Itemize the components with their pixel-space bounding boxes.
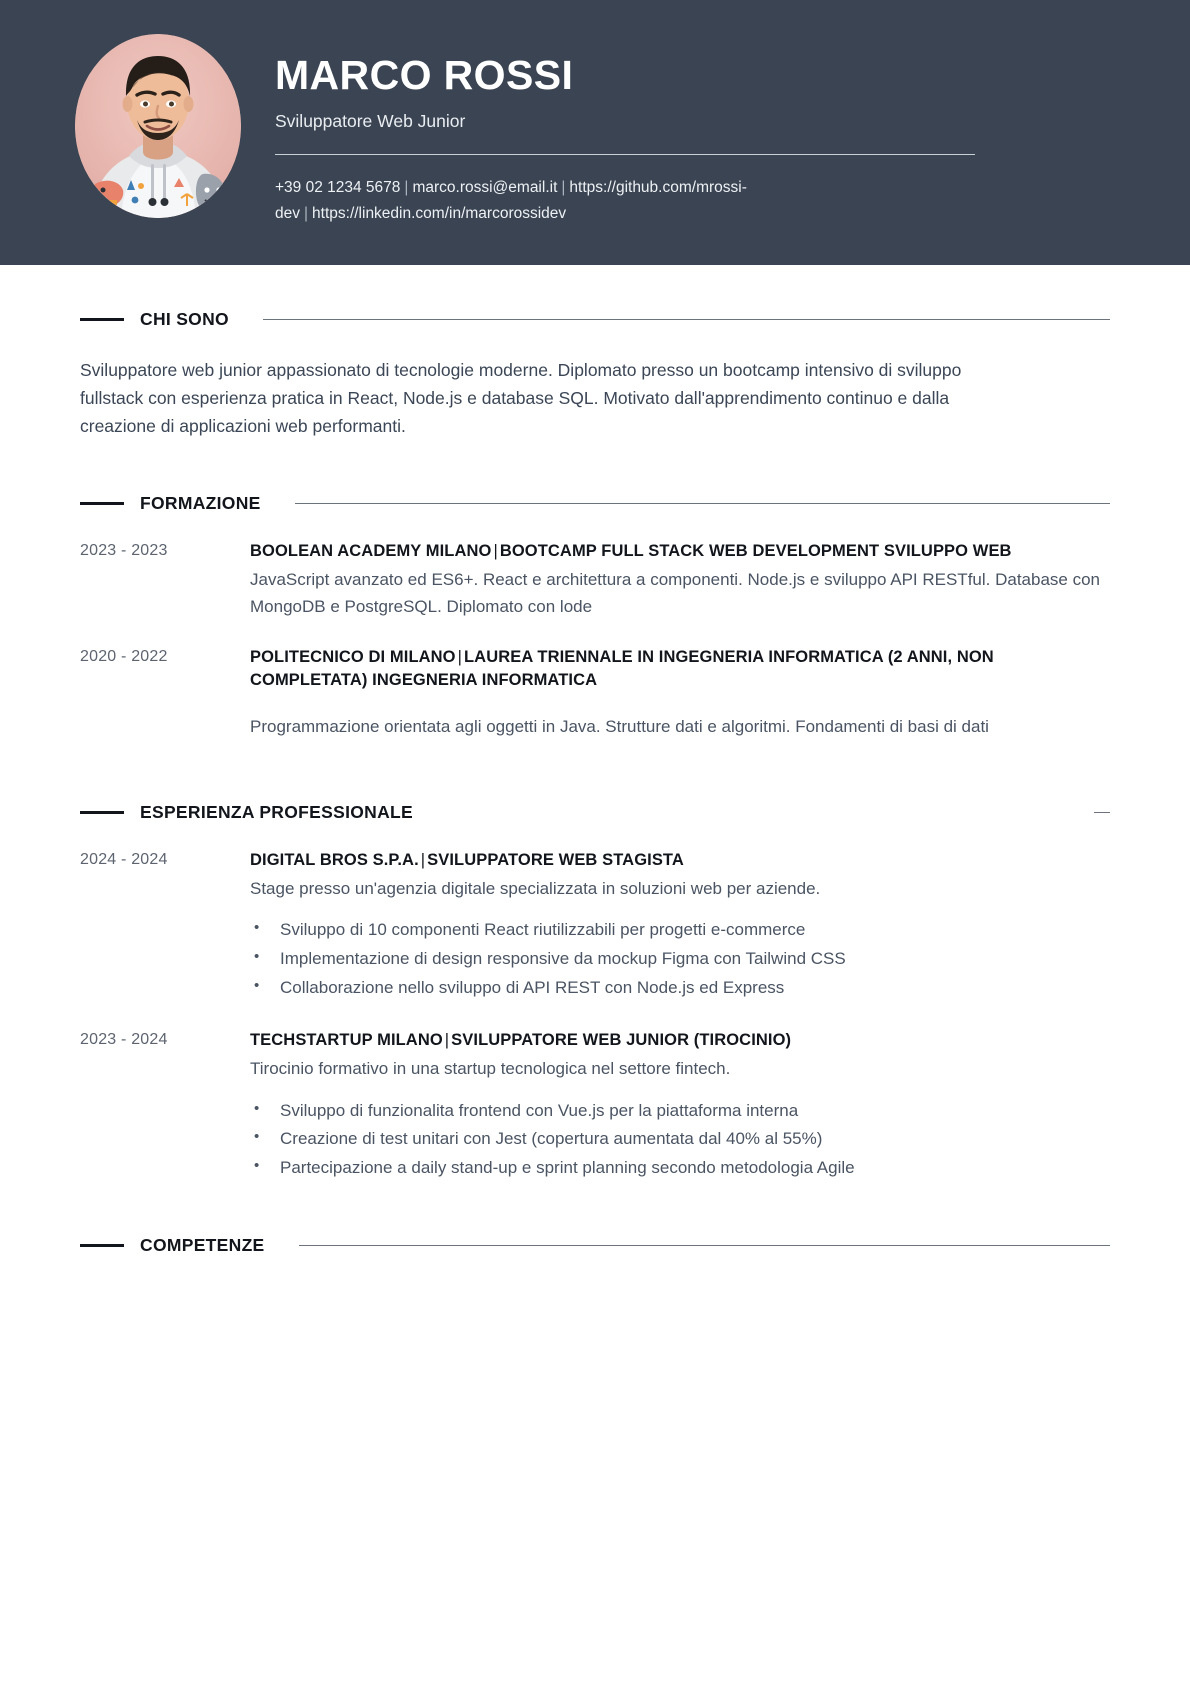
entry-title	[250, 540, 1110, 562]
entry-role: SVILUPPATORE WEB JUNIOR (TIROCINIO)	[451, 1031, 792, 1050]
entry-organization: TECHSTARTUP MILANO	[250, 1031, 443, 1050]
entry-period: 2020 - 2022	[80, 648, 168, 666]
contact-line	[275, 175, 995, 226]
phone-text: +39 02 1234 5678	[275, 179, 401, 197]
entry-role: SVILUPPATORE WEB STAGISTA	[427, 850, 684, 869]
entry-title	[250, 1029, 1110, 1051]
education-entry	[80, 540, 1110, 621]
github-link[interactable]: https://github.com/mrossi-dev	[275, 179, 747, 223]
entry-period: 2023 - 2024	[80, 1031, 168, 1049]
experience-entry	[80, 1029, 1110, 1183]
profile-photo-icon	[75, 34, 241, 218]
entry-description: Stage presso un'agenzia digitale specializzata in soluzioni web per aziende.	[250, 879, 821, 899]
resume-header	[0, 0, 1190, 265]
entry-period: 2024 - 2024	[80, 850, 168, 868]
page-title: MARCO ROSSI	[275, 52, 574, 98]
list-item: • Collaborazione nello sviluppo di API REST con Node.js ed Express	[250, 974, 1110, 1003]
section-title: CHI SONO	[140, 308, 229, 329]
list-item: • Partecipazione a daily stand-up e sprint planning secondo metodologia Agile	[250, 1154, 1110, 1183]
entry-role: LAUREA TRIENNALE IN INGEGNERIA INFORMATICA (2 ANNI, NON COMPLETATA) INGEGNERIA INFORMATICA	[250, 648, 994, 689]
section-education	[80, 493, 1110, 740]
entry-organization: DIGITAL BROS S.P.A.	[250, 850, 419, 869]
entry-title	[250, 849, 1110, 871]
entry-organization: POLITECNICO DI MILANO	[250, 648, 456, 667]
contact-separator: |	[561, 179, 566, 197]
section-dash-icon	[80, 1244, 124, 1247]
linkedin-link[interactable]: https://linkedin.com/in/marcorossidev	[312, 205, 567, 223]
experience-entry	[80, 849, 1110, 1003]
section-title: FORMAZIONE	[140, 492, 261, 513]
header-divider	[275, 154, 975, 155]
entry-separator: |	[457, 648, 462, 667]
avatar	[75, 34, 241, 218]
section-about	[80, 309, 1110, 441]
contact-separator: |	[304, 205, 309, 223]
section-experience	[80, 802, 1110, 1183]
section-skills	[80, 1235, 1110, 1256]
entry-period: 2023 - 2023	[80, 541, 168, 559]
resume-body	[0, 265, 1190, 1257]
section-rule	[447, 812, 1110, 813]
entry-separator: |	[420, 850, 426, 869]
list-item: • Sviluppo di funzionalita frontend con Vue.js per la piattaforma interna	[250, 1097, 1110, 1126]
section-rule	[263, 319, 1110, 320]
entry-description: Programmazione orientata agli oggetti in Java. Strutture dati e algoritmi. Fondamenti di basi di dati	[250, 716, 989, 736]
section-title: COMPETENZE	[140, 1235, 265, 1256]
header-text-block	[275, 34, 1130, 227]
contact-separator: |	[404, 179, 409, 197]
entry-organization: BOOLEAN ACADEMY MILANO	[250, 541, 492, 560]
education-entry	[80, 646, 1110, 740]
entry-role: BOOTCAMP FULL STACK WEB DEVELOPMENT SVILUPPO WEB	[499, 541, 1012, 560]
section-header-education	[80, 493, 1110, 514]
entry-separator: |	[444, 1031, 450, 1050]
list-item: • Sviluppo di 10 componenti React riutilizzabili per progetti e-commerce	[250, 916, 1110, 945]
entry-title	[250, 646, 1110, 691]
section-header-skills	[80, 1235, 1110, 1256]
about-text: Sviluppatore web junior appassionato di tecnologie moderne. Diplomato presso un bootcamp intensivo di sviluppo fullstack con esperienza pratica in React, Node.js e database SQL. Motivato dall'apprendimento continuo e dalla creazione di applicazioni web performanti.	[80, 359, 962, 437]
section-dash-icon	[80, 318, 124, 321]
entry-description: JavaScript avanzato ed ES6+. React e architettura a componenti. Node.js e sviluppo API RESTful. Database con MongoDB e PostgreSQL. Diplomato con lode	[250, 569, 1100, 617]
list-item: • Creazione di test unitari con Jest (copertura aumentata dal 40% al 55%)	[250, 1125, 1110, 1154]
section-rule	[299, 1245, 1110, 1246]
entry-separator: |	[493, 541, 498, 560]
email-link[interactable]: marco.rossi@email.it	[412, 179, 558, 197]
section-rule	[295, 503, 1110, 504]
entry-bullet-list	[250, 1097, 1110, 1184]
section-header-experience	[80, 802, 1110, 823]
job-title: Sviluppatore Web Junior	[275, 111, 466, 132]
entry-description: Tirocinio formativo in una startup tecnologica nel settore fintech.	[250, 1059, 731, 1079]
section-dash-icon	[80, 811, 124, 814]
entry-bullet-list	[250, 916, 1110, 1003]
list-item: • Implementazione di design responsive da mockup Figma con Tailwind CSS	[250, 945, 1110, 974]
section-header-about	[80, 309, 1110, 330]
section-title: ESPERIENZA PROFESSIONALE	[140, 801, 413, 822]
section-dash-icon	[80, 502, 124, 505]
